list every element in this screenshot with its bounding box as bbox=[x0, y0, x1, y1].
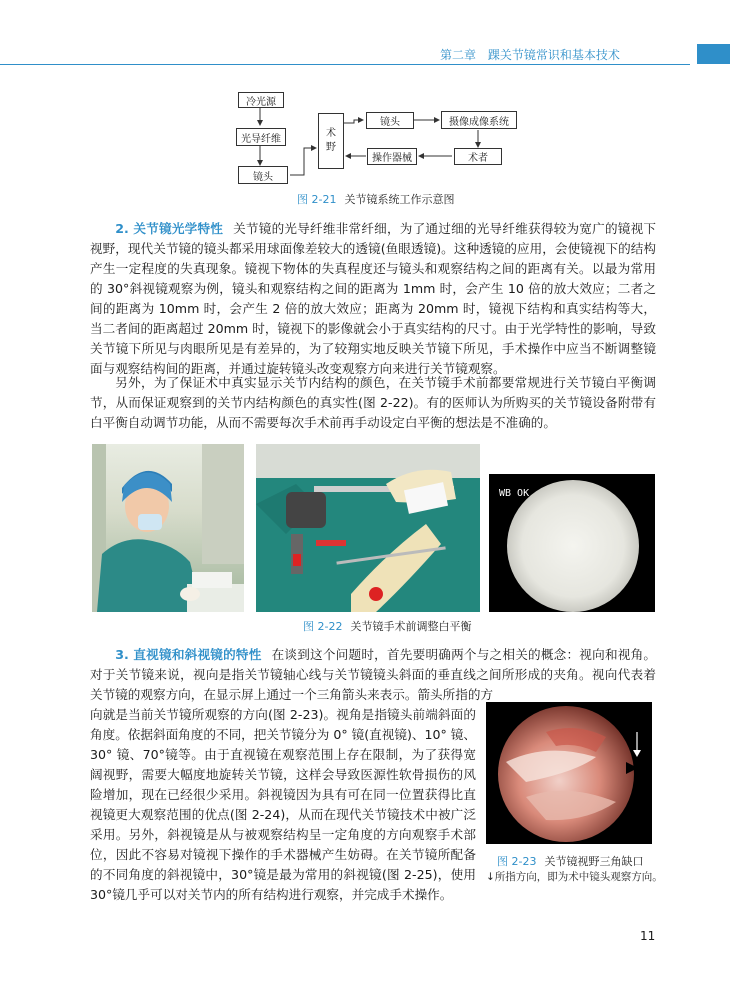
figure-caption-2-23 bbox=[497, 853, 643, 869]
caption-text: 关节镜视野三角缺口 bbox=[544, 855, 644, 868]
header-tab bbox=[697, 44, 730, 64]
photo-surgeon bbox=[92, 444, 244, 612]
node-instrument: 操作器械 bbox=[367, 148, 417, 165]
running-header bbox=[440, 46, 620, 63]
node-light-source: 冷光源 bbox=[238, 92, 284, 108]
node-scope-left: 镜头 bbox=[238, 166, 288, 184]
photo-white-balance-setup bbox=[256, 444, 480, 612]
section-3-lead bbox=[90, 645, 656, 705]
white-balance-status: WB OK bbox=[499, 488, 530, 499]
node-surgeon: 术者 bbox=[454, 148, 502, 165]
figure-caption-2-23-note: ↓所指方向，即为术中镜头观察方向。 bbox=[486, 871, 663, 883]
caption-text: 关节镜系统工作示意图 bbox=[344, 193, 455, 206]
scope-view-joint bbox=[486, 702, 652, 844]
caption-number: 图 2-23 bbox=[497, 855, 537, 868]
section-2-paragraph-2: 另外，为了保证术中真实显示关节内结构的颜色，在关节镜手术前都要常规进行关节镜白平衡调节，从而保证观察到的关节内结构颜色的真实性(图 2-22)。有的医师认为所购买的关节镜设备附带有白平衡自动调节功能，从而不需要每次手术前再手动设定白平衡的想法是不准确的。 bbox=[90, 375, 656, 430]
section-3-lead-text: 在谈到这个问题时，首先要明确两个与之相关的概念：视向和视角。对于关节镜来说，视向是指关节镜轴心线与关节镜镜头斜面的垂直线之间所形成的夹角。视向代表着关节镜的观察方向，在显示屏上通过一个三角箭头来表示。箭头所指的方 bbox=[90, 647, 657, 702]
section-2-paragraph bbox=[90, 219, 656, 379]
page-number: 11 bbox=[640, 929, 656, 943]
chapter-label: 第二章 bbox=[440, 48, 477, 62]
chapter-title: 踝关节镜常识和基本技术 bbox=[487, 48, 620, 62]
section-3-heading: 3. 直视镜和斜视镜的特性 bbox=[115, 647, 262, 662]
caption-text: 关节镜手术前调整白平衡 bbox=[350, 620, 472, 633]
setup-illustration bbox=[256, 444, 480, 612]
node-scope-right: 镜头 bbox=[366, 112, 414, 129]
node-camera: 摄像成像系统 bbox=[441, 111, 517, 129]
section-2-heading: 2. 关节镜光学特性 bbox=[115, 221, 224, 236]
section-3-body: 向就是当前关节镜所观察的方向(图 2-23)。视角是指镜头前端斜面的角度。依据斜面角度的不同，把关节镜分为 0° 镜(直视镜)、10° 镜、30° 镜、70°镜等。由于直视镜在观察范围上存在限制，为了获得宽阔视野，需要大幅度地旋转关节镜，这样会导致医源性软骨损伤的风险增加，现在已经很少采用。斜视镜因为具有可在同一位置获得比直视镜更大观察范围的优点(图 2-24)，从而在现代关节镜技术中被广泛采用。另外，斜视镜是从与被观察结构呈一定角度的方向观察手术部位，因此不容易对镜视下操作的手术器械产生妨碍。在关节镜所配备的不同角度的斜视镜中，30°镜是最为常用的斜视镜(图 2-25)，使用 30°镜几乎可以对关节内的所有结构进行观察，并完成手术操作。 bbox=[90, 707, 476, 902]
caption-number: 图 2-22 bbox=[303, 620, 343, 633]
header-rule bbox=[0, 64, 690, 65]
section-2-body: 关节镜的光导纤维非常纤细，为了通过细的光导纤维获得较为宽广的镜视下视野，现代关节镜的镜头都采用球面像差较大的透镜(鱼眼透镜)。这种透镜的应用，会使镜视下的结构产生一定程度的失真现象。镜视下物体的失真程度还与镜头和观察结构之间的距离有关。以最为常用的 30°斜视镜观察为例，镜头和观察结构之间的距离为 1mm 时，会产生 10 倍的放大效应；二者之间的距离为 10mm 时，会产生 2 倍的放大效应；距离为 20mm 时，镜视下结构和真实结构等大，当二者间的距离超过 20mm 时，镜视下的影像就会小于真实结构的尺寸。由于光学特性的影响，导致关节镜下所见与肉眼所见是有差异的，为了较翔实地反映关节镜下所见，手术操作中应当不断调整镜面与观察结构间的距离，并通过旋转镜头改变观察方向来进行关节镜观察。 bbox=[90, 221, 657, 376]
photo-scope-view bbox=[486, 702, 652, 844]
photo-monitor-white bbox=[489, 474, 655, 612]
figure-caption-2-21 bbox=[297, 191, 454, 207]
figure-caption-2-22 bbox=[303, 618, 471, 634]
surgeon-illustration bbox=[92, 444, 244, 612]
caption-number: 图 2-21 bbox=[297, 193, 337, 206]
node-fiber: 光导纤维 bbox=[236, 128, 286, 146]
system-diagram bbox=[230, 88, 520, 188]
node-field: 术 野 bbox=[318, 113, 344, 169]
